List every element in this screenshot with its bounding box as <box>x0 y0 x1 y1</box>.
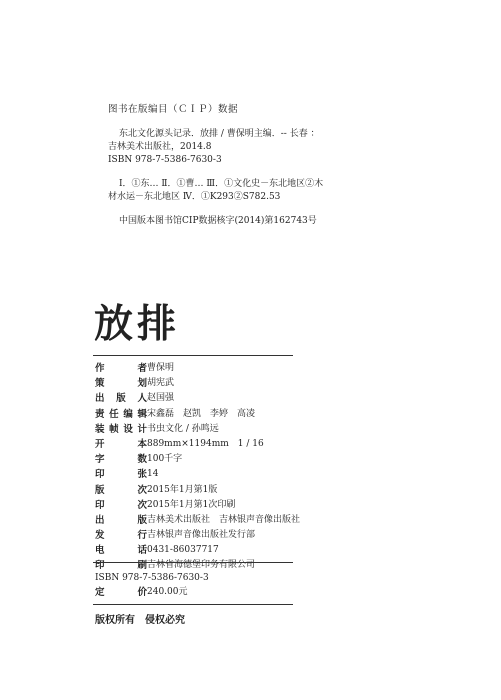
credit-label: 印张 <box>95 469 147 481</box>
cip-verification-number: 中国版本图书馆CIP数据核字(2014)第162743号 <box>119 216 317 226</box>
price-row <box>95 585 485 600</box>
book-title: 放排 <box>94 301 181 347</box>
credit-value: 889mm×1194mm 1 / 16 <box>147 438 264 449</box>
cip-data-block <box>108 103 488 228</box>
isbn-number: ISBN 978-7-5386-7630-3 <box>95 573 209 583</box>
credit-value: 2015年1月第1版 <box>147 484 218 495</box>
credit-row-phone <box>95 543 485 558</box>
credit-value: 吉林银声音像出版社发行部 <box>147 530 256 541</box>
divider-rule <box>93 604 293 605</box>
credit-label: 装帧设计 <box>95 423 147 435</box>
credit-row-printing <box>95 498 485 513</box>
credit-value: 胡宪武 <box>147 378 175 389</box>
credit-row-publisher <box>95 513 485 528</box>
divider-rule <box>93 562 293 563</box>
credit-value: 吉林美术出版社 吉林银声音像出版社 <box>147 514 301 525</box>
credit-row-design <box>95 422 485 437</box>
credit-value: 赵国强 <box>147 393 175 404</box>
credit-label: 责任编辑 <box>95 408 147 420</box>
cip-entry-line: 东北文化源头记录．放排 / 曹保明主编．-- 长春 ： <box>119 129 320 139</box>
credit-label: 版次 <box>95 484 147 496</box>
cip-heading: 图书在版编目（ＣＩＰ）数据 <box>108 104 239 115</box>
credit-value: 0431-86037717 <box>147 545 219 556</box>
cip-entry-line: 吉林美术出版社，2014.8 <box>108 142 212 152</box>
divider-rule <box>93 355 293 356</box>
credit-value: 吉林省海德堡印务有限公司 <box>147 560 256 571</box>
credit-value: 曹保明 <box>147 363 175 373</box>
credit-label: 字数 <box>95 454 147 466</box>
cip-isbn-line: ISBN 978-7-5386-7630-3 <box>108 155 222 165</box>
price-label: 定价 <box>95 587 147 598</box>
credit-row-publisher-person <box>95 391 485 406</box>
credit-label: 作者 <box>95 363 147 374</box>
credits-list <box>95 361 485 574</box>
credit-value: 2015年1月第1次印刷 <box>147 499 236 510</box>
credit-row-sheets <box>95 467 485 482</box>
copyright-notice: 版权所有 侵权必究 <box>95 615 185 626</box>
credit-row-edition <box>95 483 485 498</box>
credit-label: 出版 <box>95 514 147 526</box>
credit-value: 100千字 <box>147 454 183 465</box>
credit-value: 14 <box>147 469 159 480</box>
credit-label: 电话 <box>95 545 147 557</box>
credit-label: 策划 <box>95 378 147 390</box>
credit-label: 印次 <box>95 499 147 511</box>
credit-label: 出版人 <box>95 393 147 405</box>
credit-row-word-count <box>95 452 485 467</box>
credit-value: 书虫文化 / 孙鸣远 <box>147 423 219 434</box>
cip-subject-line: 材水运－东北地区 Ⅳ．①K293②S782.53 <box>108 192 281 202</box>
isbn-price-block <box>95 571 485 600</box>
credit-row-format <box>95 437 485 452</box>
credit-value: 宋鑫磊 赵凯 李婷 高凌 <box>147 408 256 419</box>
credit-row-distribution <box>95 528 485 543</box>
cip-subject-line: Ⅰ．①东… Ⅱ．①曹… Ⅲ．①文化史－东北地区②木 <box>119 179 324 189</box>
credit-row-author <box>95 361 485 376</box>
credit-row-planner <box>95 376 485 391</box>
credit-row-editors <box>95 407 485 422</box>
credit-label: 开本 <box>95 438 147 450</box>
price-value: 240.00元 <box>147 587 188 597</box>
credit-label: 发行 <box>95 530 147 542</box>
credit-label: 印刷 <box>95 560 147 572</box>
